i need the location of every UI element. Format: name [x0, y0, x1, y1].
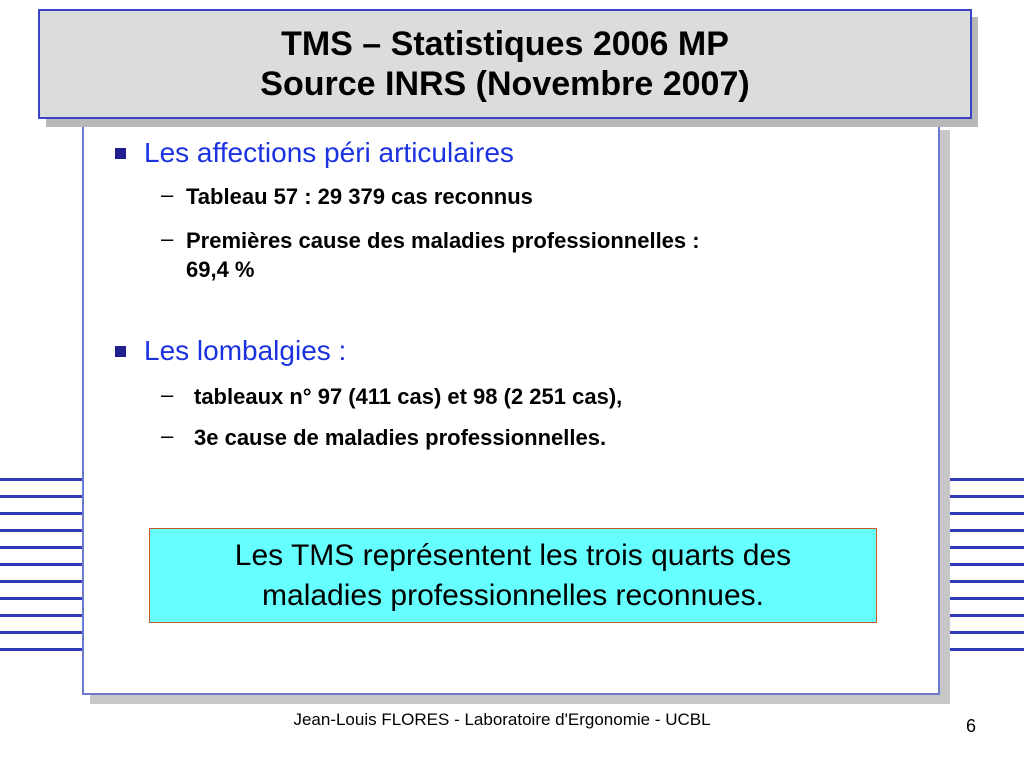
sub-item: Premières cause des maladies professionnelles : [186, 228, 700, 253]
square-bullet-icon [115, 148, 126, 159]
section-heading: Les lombalgies : [144, 335, 347, 366]
slide-subtitle: Source INRS (Novembre 2007) [260, 65, 750, 103]
sub-item: Tableau 57 : 29 379 cas reconnus [186, 184, 533, 209]
bullet-affections [115, 137, 514, 169]
square-bullet-icon [115, 346, 126, 357]
callout-text: maladies professionnelles reconnues. [262, 578, 764, 612]
summary-callout [149, 528, 877, 623]
slide-title: TMS – Statistiques 2006 MP [281, 25, 729, 63]
sub-item: 3e cause de maladies professionnelles. [194, 425, 607, 450]
dash-icon: – [161, 182, 174, 207]
dash-icon: – [161, 226, 174, 251]
left-decorative-stripes [0, 478, 84, 658]
right-decorative-stripes [945, 478, 1024, 658]
section-heading: Les affections péri articulaires [144, 137, 514, 168]
dash-icon: – [161, 423, 174, 448]
slide-footer: Jean-Louis FLORES - Laboratoire d'Ergonomie - UCBL [293, 710, 711, 729]
bullet-lombalgies [115, 335, 346, 367]
sub-item: tableaux n° 97 (411 cas) et 98 (2 251 cas), [194, 384, 623, 409]
dash-icon: – [161, 382, 174, 407]
page-number: 6 [966, 716, 977, 736]
slide-title-box [38, 9, 972, 119]
sub-item-continuation: 69,4 % [186, 257, 255, 282]
callout-text: Les TMS représentent les trois quarts des [234, 538, 792, 572]
